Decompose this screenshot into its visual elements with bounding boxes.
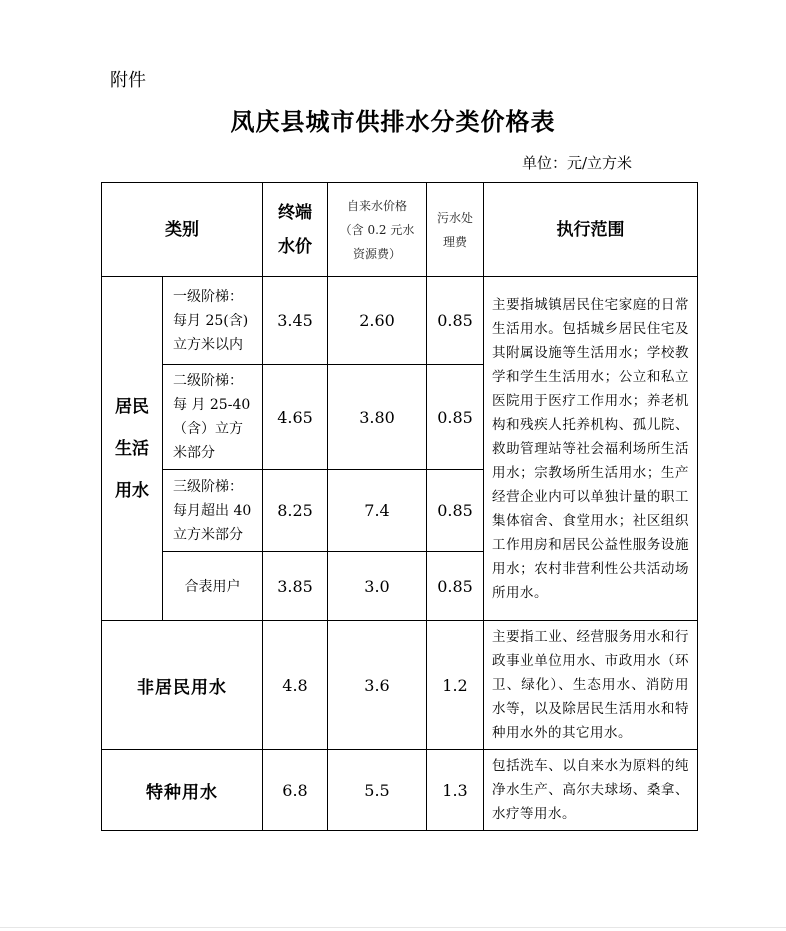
non-residential-sewage-fee: 1.2 [427,621,484,750]
table-row [102,277,698,365]
non-residential-scope: 主要指工业、经营服务用水和行政事业单位用水、市政用水（环卫、绿化）、生态用水、消防用水等，以及除居民生活用水和特种用水外的其它用水。 [484,621,698,750]
special-use-sewage-fee: 1.3 [427,750,484,831]
special-use-label: 特种用水 [102,750,263,831]
header-category: 类别 [102,183,263,277]
combined-meter-terminal-price: 3.85 [263,552,328,621]
residential-scope: 主要指城镇居民住宅家庭的日常生活用水。包括城乡居民住宅及其附属设施等生活用水；学校教学和学生生活用水；公立和私立医院用于医疗工作用水；养老机构和残疾人托养机构、孤儿院、救助管理站等社会福利场所生活用水；宗教场所生活用水；生产经营企业内可以单独计量的职工集体宿舍、食堂用水；社区组织工作用房和居民公益性服务设施用水；农村非营利性公共活动场所用水。 [484,277,698,621]
tier-2-tap-price: 3.80 [328,365,427,470]
non-residential-terminal-price: 4.8 [263,621,328,750]
tier-2-sewage-fee: 0.85 [427,365,484,470]
table-row [102,621,698,750]
combined-meter-tap-price: 3.0 [328,552,427,621]
unit-label: 单位：元/立方米 [522,154,633,172]
header-sewage-fee: 污水处 理费 [427,183,484,277]
tier-2-terminal-price: 4.65 [263,365,328,470]
tier-2-label: 二级阶梯： 每 月 25-40 （含）立方 米部分 [163,365,263,470]
price-table [101,182,698,831]
non-residential-label: 非居民用水 [102,621,263,750]
tier-3-label: 三级阶梯： 每月超出 40 立方米部分 [163,470,263,552]
header-row [102,183,698,277]
tier-3-terminal-price: 8.25 [263,470,328,552]
tier-1-label: 一级阶梯： 每月 25(含) 立方米以内 [163,277,263,365]
tier-1-tap-price: 2.60 [328,277,427,365]
table-row [102,750,698,831]
combined-meter-label: 合表用户 [163,552,263,621]
header-scope: 执行范围 [484,183,698,277]
page-title: 凤庆县城市供排水分类价格表 [230,107,556,136]
combined-meter-sewage-fee: 0.85 [427,552,484,621]
header-tap-water-price: 自来水价格 （含 0.2 元水 资源费） [328,183,427,277]
special-use-scope: 包括洗车、以自来水为原料的纯净水生产、高尔夫球场、桑拿、水疗等用水。 [484,750,698,831]
special-use-tap-price: 5.5 [328,750,427,831]
header-terminal-price: 终端 水价 [263,183,328,277]
tier-1-terminal-price: 3.45 [263,277,328,365]
residential-group-label: 居民 生活 用水 [102,277,163,621]
attachment-label: 附件 [110,70,146,91]
tier-1-sewage-fee: 0.85 [427,277,484,365]
tier-3-sewage-fee: 0.85 [427,470,484,552]
special-use-terminal-price: 6.8 [263,750,328,831]
tier-3-tap-price: 7.4 [328,470,427,552]
page-divider [0,927,786,928]
non-residential-tap-price: 3.6 [328,621,427,750]
